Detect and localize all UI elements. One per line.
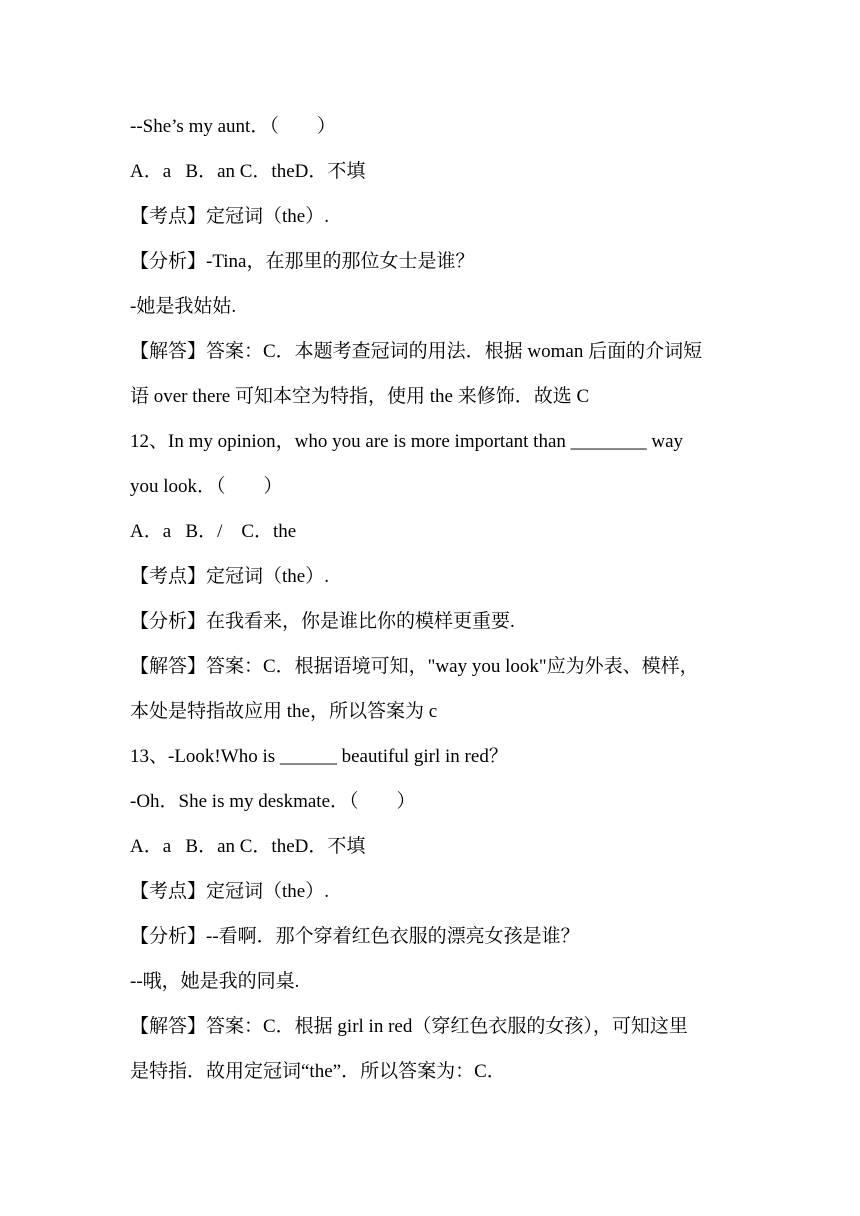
text-line: 13、-Look!Who is ______ beautiful girl in red？ (130, 746, 508, 767)
text-line: 是特指．故用定冠词“the”．所以答案为：C． (130, 1061, 506, 1082)
text-line: 【考点】定冠词（the）. (130, 566, 329, 587)
text-line: 【分析】在我看来，你是谁比你的模样更重要. (130, 611, 515, 632)
text-line: --She’s my aunt．（ ） (130, 116, 336, 137)
text-line: you look．（ ） (130, 476, 283, 497)
text-line: 【分析】-Tina，在那里的那位女士是谁？ (130, 251, 475, 272)
text-line: 本处是特指故应用 the，所以答案为 c (130, 701, 438, 722)
text-line: --哦，她是我的同桌. (130, 971, 300, 992)
text-line: 语 over there 可知本空为特指，使用 the 来修饰．故选 C (130, 386, 590, 407)
text-line: -她是我姑姑. (130, 296, 237, 317)
text-line: A．a B．an C．theD．不填 (130, 161, 366, 182)
text-line: 【分析】--看啊．那个穿着红色衣服的漂亮女孩是谁？ (130, 926, 580, 947)
text-line: 【解答】答案：C．本题考查冠词的用法．根据 woman 后面的介词短 (130, 341, 703, 362)
text-line: -Oh．She is my deskmate．（ ） (130, 791, 416, 812)
text-line: 12、In my opinion，who you are is more important than ________ way (130, 431, 684, 452)
text-line: A．a B．/ C．the (130, 521, 297, 542)
text-line: 【解答】答案：C．根据语境可知，"way you look"应为外表、模样， (130, 656, 699, 677)
document-body (130, 112, 740, 1102)
text-line: 【考点】定冠词（the）. (130, 206, 329, 227)
text-line: 【解答】答案：C．根据 girl in red（穿红色衣服的女孩），可知这里 (130, 1016, 688, 1037)
text-line: 【考点】定冠词（the）. (130, 881, 329, 902)
text-line: A．a B．an C．theD．不填 (130, 836, 366, 857)
